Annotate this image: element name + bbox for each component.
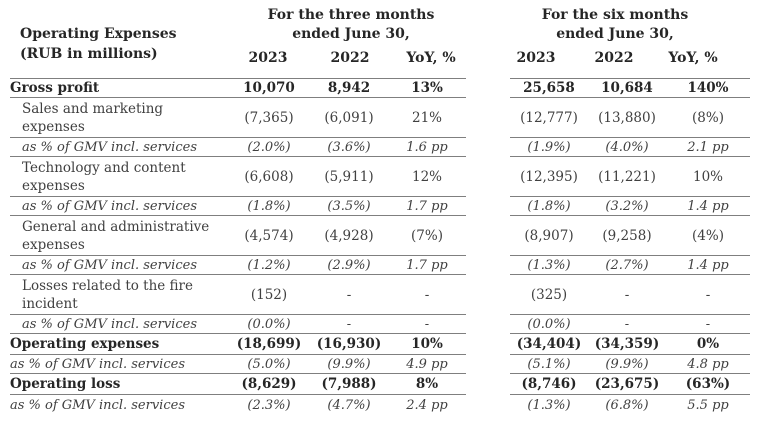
table-row [10,275,750,315]
cell-value: (6,608) [228,157,310,197]
cell-value: (1.8%) [228,197,310,216]
cell-value: (9.9%) [588,355,666,374]
table-row [10,138,750,157]
cell-value: (3.6%) [310,138,388,157]
row-label: as % of GMV incl. services [10,138,228,157]
cell-value: 4.8 pp [666,355,750,374]
cell-value: - [588,275,666,315]
table-row [10,79,750,98]
cell-value: - [666,315,750,334]
row-label: General and administrative expenses [10,216,228,256]
row-label: Sales and marketing expenses [10,98,228,138]
cell-value: (0.0%) [510,315,588,334]
cell-value: (12,395) [510,157,588,197]
cell-value: 2.4 pp [388,395,466,417]
col-header-yoy-h: YoY, % [668,50,718,66]
row-label: as % of GMV incl. services [10,256,228,275]
cell-value: (16,930) [310,334,388,355]
cell-value: (5.1%) [510,355,588,374]
cell-value: (2.7%) [588,256,666,275]
table-row [10,256,750,275]
column-gap [466,157,510,197]
six-months-header [500,6,730,44]
cell-value: (4%) [666,216,750,256]
cell-value: 5.5 pp [666,395,750,417]
cell-value: 1.4 pp [666,197,750,216]
cell-value: (2.0%) [228,138,310,157]
cell-value: (3.5%) [310,197,388,216]
cell-value: (1.3%) [510,395,588,417]
cell-value: (2.9%) [310,256,388,275]
table-row [10,395,750,417]
cell-value: (4,574) [228,216,310,256]
cell-value: 1.7 pp [388,256,466,275]
row-label: as % of GMV incl. services [10,355,228,374]
col-header-2022-q: 2022 [330,50,370,66]
cell-value: 12% [388,157,466,197]
six-months-header-line1: For the six months [541,7,689,23]
cell-value: (2.3%) [228,395,310,417]
col-header-2022-h: 2022 [594,50,634,66]
cell-value: (1.3%) [510,256,588,275]
cell-value: 8,942 [310,79,388,98]
cell-value: (9,258) [588,216,666,256]
table-row [10,197,750,216]
column-gap [466,256,510,275]
cell-value: (5,911) [310,157,388,197]
cell-value: 21% [388,98,466,138]
cell-value: 13% [388,79,466,98]
column-gap [466,98,510,138]
cell-value: - [666,275,750,315]
cell-value: 4.9 pp [388,355,466,374]
column-gap [466,79,510,98]
row-label: Gross profit [10,79,228,98]
cell-value: (6.8%) [588,395,666,417]
col-header-2023-q: 2023 [248,50,288,66]
cell-value: - [388,315,466,334]
cell-value: 1.6 pp [388,138,466,157]
six-months-header-line2: ended June 30, [556,26,674,42]
cell-value: (8,629) [228,374,310,395]
row-label: Losses related to the fire incident [10,275,228,315]
cell-value: (7,988) [310,374,388,395]
column-gap [466,315,510,334]
cell-value: (4,928) [310,216,388,256]
column-gap [466,395,510,417]
three-months-header [240,6,462,44]
cell-value: (1.9%) [510,138,588,157]
column-gap [466,374,510,395]
cell-value: (1.8%) [510,197,588,216]
cell-value: (23,675) [588,374,666,395]
row-label: Operating expenses [10,334,228,355]
row-label: as % of GMV incl. services [10,197,228,216]
table-row [10,157,750,197]
table-row [10,98,750,138]
table-row [10,315,750,334]
cell-value: 10,070 [228,79,310,98]
cell-value: (8%) [666,98,750,138]
column-gap [466,355,510,374]
table-row [10,355,750,374]
cell-value: (7%) [388,216,466,256]
three-months-header-line2: ended June 30, [292,26,410,42]
cell-value: (34,359) [588,334,666,355]
column-gap [466,334,510,355]
table-row [10,216,750,256]
cell-value: (325) [510,275,588,315]
column-gap [466,216,510,256]
cell-value: (63%) [666,374,750,395]
cell-value: (11,221) [588,157,666,197]
cell-value: 0% [666,334,750,355]
table-title-line2: (RUB in millions) [20,46,158,62]
row-label: Technology and content expenses [10,157,228,197]
cell-value: (13,880) [588,98,666,138]
cell-value: (12,777) [510,98,588,138]
table-title-line1: Operating Expenses [20,26,177,42]
cell-value: 1.4 pp [666,256,750,275]
table-title [20,24,177,64]
cell-value: 10,684 [588,79,666,98]
cell-value: 25,658 [510,79,588,98]
cell-value: (1.2%) [228,256,310,275]
cell-value: (8,746) [510,374,588,395]
column-gap [466,197,510,216]
cell-value: (0.0%) [228,315,310,334]
cell-value: 2.1 pp [666,138,750,157]
cell-value: 140% [666,79,750,98]
cell-value: - [588,315,666,334]
cell-value: - [310,275,388,315]
row-label: as % of GMV incl. services [10,395,228,417]
cell-value: (9.9%) [310,355,388,374]
cell-value: 10% [388,334,466,355]
table-row [10,334,750,355]
cell-value: - [310,315,388,334]
cell-value: (7,365) [228,98,310,138]
cell-value: (8,907) [510,216,588,256]
row-label: Operating loss [10,374,228,395]
cell-value: 8% [388,374,466,395]
operating-expenses-table [10,78,750,417]
cell-value: (5.0%) [228,355,310,374]
cell-value: - [388,275,466,315]
cell-value: (152) [228,275,310,315]
cell-value: (4.7%) [310,395,388,417]
col-header-yoy-q: YoY, % [406,50,456,66]
cell-value: (3.2%) [588,197,666,216]
cell-value: (4.0%) [588,138,666,157]
col-header-2023-h: 2023 [516,50,556,66]
cell-value: (6,091) [310,98,388,138]
cell-value: (34,404) [510,334,588,355]
column-gap [466,275,510,315]
cell-value: 1.7 pp [388,197,466,216]
table-row [10,374,750,395]
cell-value: (18,699) [228,334,310,355]
cell-value: 10% [666,157,750,197]
three-months-header-line1: For the three months [267,7,435,23]
row-label: as % of GMV incl. services [10,315,228,334]
column-gap [466,138,510,157]
